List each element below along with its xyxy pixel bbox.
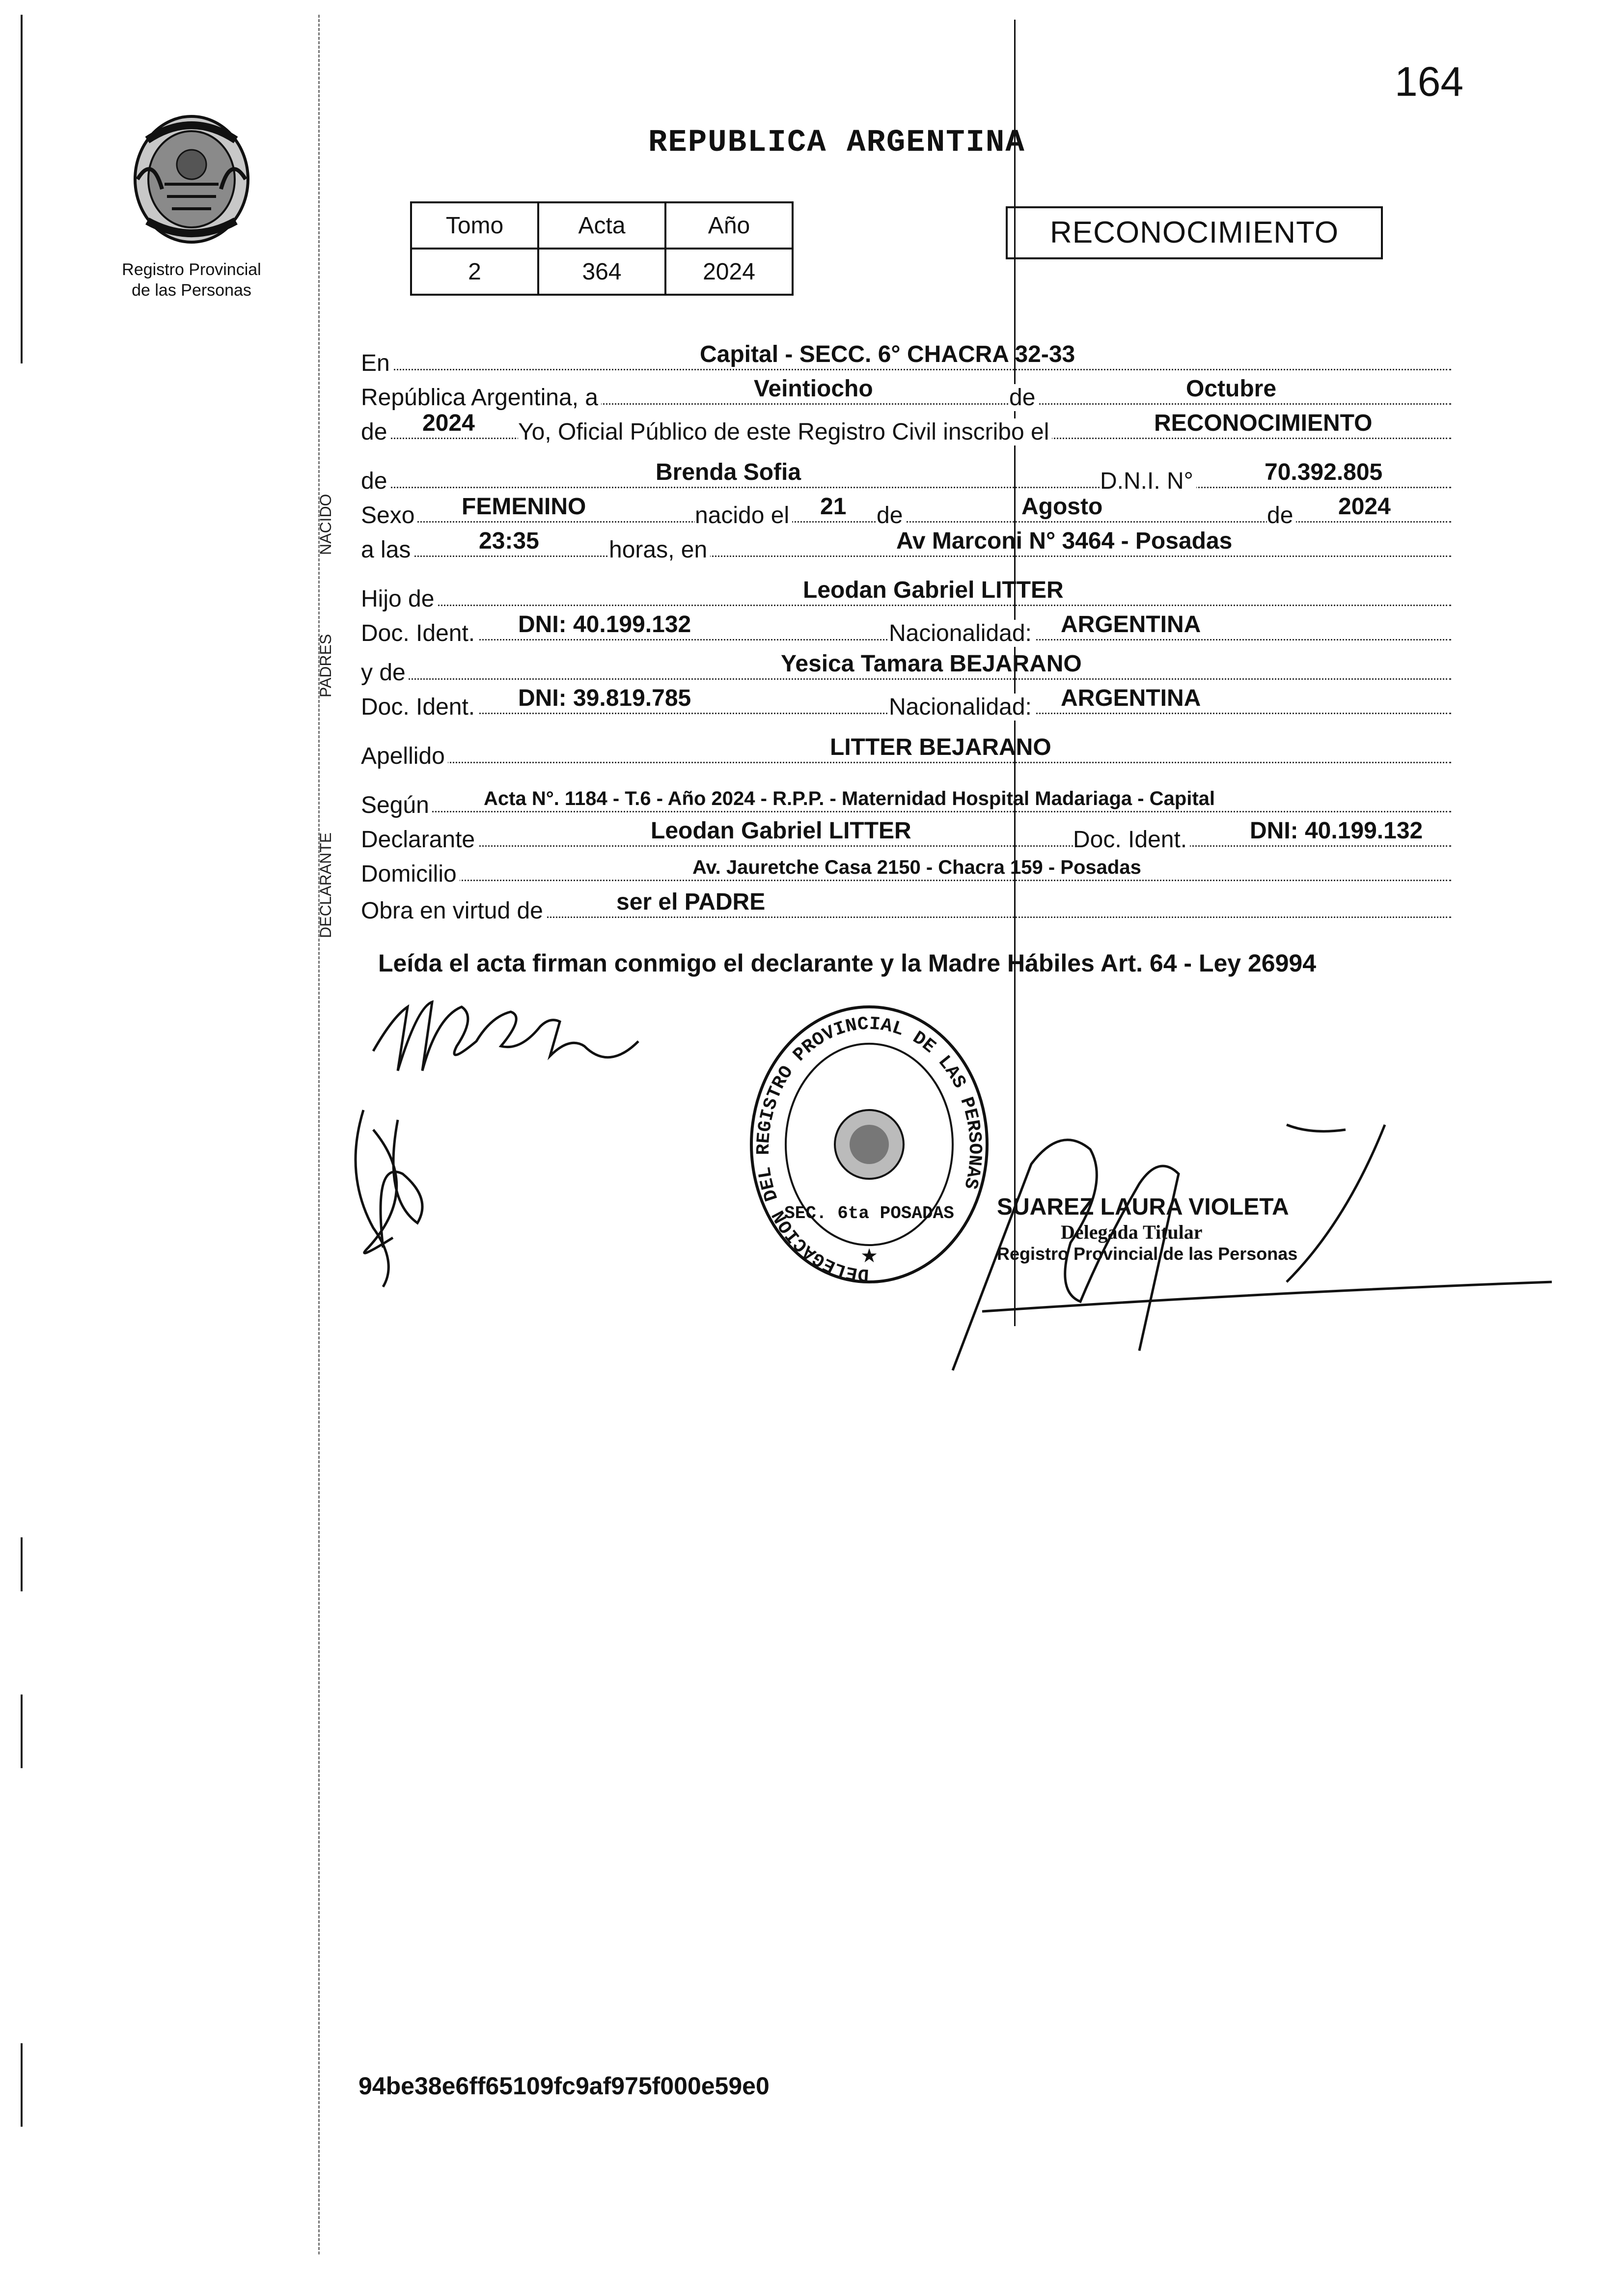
value-birth-year: 2024 [1338, 494, 1391, 520]
label-obra: Obra en virtud de [361, 897, 546, 924]
value-birth-month: Agosto [1021, 494, 1103, 520]
label-nacido-el: nacido el [695, 502, 792, 529]
officer-role: Delegada Titular [1061, 1221, 1203, 1243]
label-en: En [361, 350, 393, 377]
edge-mark [21, 1695, 23, 1768]
label-declarante-doc: Doc. Ident. [1073, 826, 1190, 853]
label-nacionalidad-2: Nacionalidad: [889, 694, 1035, 721]
row-father [361, 572, 1451, 612]
edge-mark [21, 2043, 23, 2127]
row-domicilio [361, 847, 1451, 887]
row-obra [361, 884, 1451, 924]
row-father-doc [361, 607, 1451, 646]
document-hash: 94be38e6ff65109fc9af975f000e59e0 [358, 2072, 770, 2100]
stamp-ring-text: DELEGACION DEL REGISTRO PROVINCIAL DE LAS PERSONAS [753, 1013, 986, 1285]
row-name [361, 454, 1451, 494]
value-declarante: Leodan Gabriel LITTER [651, 818, 911, 844]
label-de-2: de [361, 418, 390, 445]
stamp-inner-text: SEC. 6ta POSADAS [784, 1203, 954, 1223]
register-value-acta: 364 [538, 249, 665, 295]
side-label-declarante: DECLARANTE [317, 832, 334, 938]
signature-mother [324, 1100, 471, 1297]
register-value-row [411, 249, 793, 295]
label-declarante: Declarante [361, 826, 478, 853]
row-mother-doc [361, 680, 1451, 720]
value-apellido: LITTER BEJARANO [830, 734, 1051, 760]
logo-caption [93, 259, 290, 301]
page-number: 164 [1395, 58, 1464, 105]
signature-declarante [363, 987, 668, 1085]
value-inscribo: RECONOCIMIENTO [1154, 410, 1373, 436]
side-label-nacido: NACIDO [317, 494, 334, 555]
row-date [361, 371, 1451, 411]
value-mother: Yesica Tamara BEJARANO [781, 651, 1082, 677]
register-header-row [411, 202, 793, 249]
value-day: Veintiocho [754, 376, 873, 402]
officer-office: Registro Provincial de las Personas [997, 1244, 1298, 1264]
row-time-place [361, 523, 1451, 563]
side-label-padres: PADRES [317, 634, 334, 697]
label-doc-ident: Doc. Ident. [361, 620, 478, 647]
row-declarante [361, 813, 1451, 853]
label-inscribo: Yo, Oficial Público de este Registro Civil inscribo el [518, 418, 1052, 445]
province-emblem-logo [118, 111, 265, 248]
value-father-doc: DNI: 40.199.132 [518, 611, 691, 638]
row-inscription [361, 405, 1451, 445]
value-father-nationality: ARGENTINA [1061, 611, 1201, 638]
register-header-ano: Año [665, 202, 793, 249]
value-declarante-doc: DNI: 40.199.132 [1250, 818, 1423, 844]
value-sexo: FEMENINO [462, 494, 586, 520]
value-father: Leodan Gabriel LITTER [803, 577, 1064, 603]
label-dni: D.N.I. N° [1100, 468, 1196, 495]
legal-statement: Leída el acta firman conmigo el declarante y la Madre Hábiles Art. 64 - Ley 26994 [378, 949, 1317, 977]
act-type-box: RECONOCIMIENTO [1006, 206, 1383, 259]
label-nacionalidad: Nacionalidad: [889, 620, 1035, 647]
value-dni: 70.392.805 [1265, 459, 1383, 485]
officer-name: SUAREZ LAURA VIOLETA [997, 1194, 1289, 1220]
edge-mark [21, 15, 23, 363]
value-name: Brenda Sofia [656, 459, 801, 485]
label-republica: República Argentina, a [361, 384, 601, 411]
register-value-ano: 2024 [665, 249, 793, 295]
label-domicilio: Domicilio [361, 861, 460, 888]
label-y-de: y de [361, 659, 409, 686]
label-a-las: a las [361, 536, 413, 563]
margin-dashed-line [318, 15, 320, 2254]
label-de-3: de [361, 468, 390, 495]
value-birth-place: Av Marconi N° 3464 - Posadas [896, 528, 1233, 554]
value-mother-nationality: ARGENTINA [1061, 685, 1201, 711]
label-doc-ident-2: Doc. Ident. [361, 694, 478, 721]
document-title: REPUBLICA ARGENTINA [648, 125, 1025, 161]
officer-stamp [997, 1194, 1350, 1264]
row-mother [361, 646, 1451, 686]
label-horas-en: horas, en [609, 536, 710, 563]
label-de-5: de [1267, 502, 1296, 529]
value-place-registered: Capital - SECC. 6° CHACRA 32-33 [700, 341, 1075, 367]
edge-mark [21, 1537, 23, 1591]
value-time: 23:35 [479, 528, 539, 554]
row-apellido [361, 729, 1451, 769]
register-value-tomo: 2 [411, 249, 538, 295]
value-month: Octubre [1186, 376, 1277, 402]
svg-text:★: ★ [860, 1245, 878, 1267]
label-segun: Según [361, 792, 432, 819]
register-header-tomo: Tomo [411, 202, 538, 249]
value-domicilio: Av. Jauretche Casa 2150 - Chacra 159 - Posadas [692, 857, 1141, 878]
row-segun [361, 778, 1451, 818]
label-de-4: de [877, 502, 906, 529]
row-birth [361, 489, 1451, 528]
label-sexo: Sexo [361, 502, 417, 529]
register-header-acta: Acta [538, 202, 665, 249]
register-table [410, 201, 794, 296]
label-de: de [1009, 384, 1038, 411]
logo-caption-line-1: Registro Provincial [122, 260, 261, 279]
value-obra: ser el PADRE [616, 889, 766, 915]
value-birth-day: 21 [820, 494, 847, 520]
value-mother-doc: DNI: 39.819.785 [518, 685, 691, 711]
official-stamp [746, 1002, 992, 1287]
logo-caption-line-2: de las Personas [132, 281, 251, 300]
row-en [361, 336, 1451, 376]
value-segun: Acta N°. 1184 - T.6 - Año 2024 - R.P.P. - Maternidad Hospital Madariaga - Capital [484, 788, 1215, 809]
label-hijo-de: Hijo de [361, 585, 437, 612]
label-apellido: Apellido [361, 743, 448, 770]
value-year: 2024 [422, 410, 475, 436]
